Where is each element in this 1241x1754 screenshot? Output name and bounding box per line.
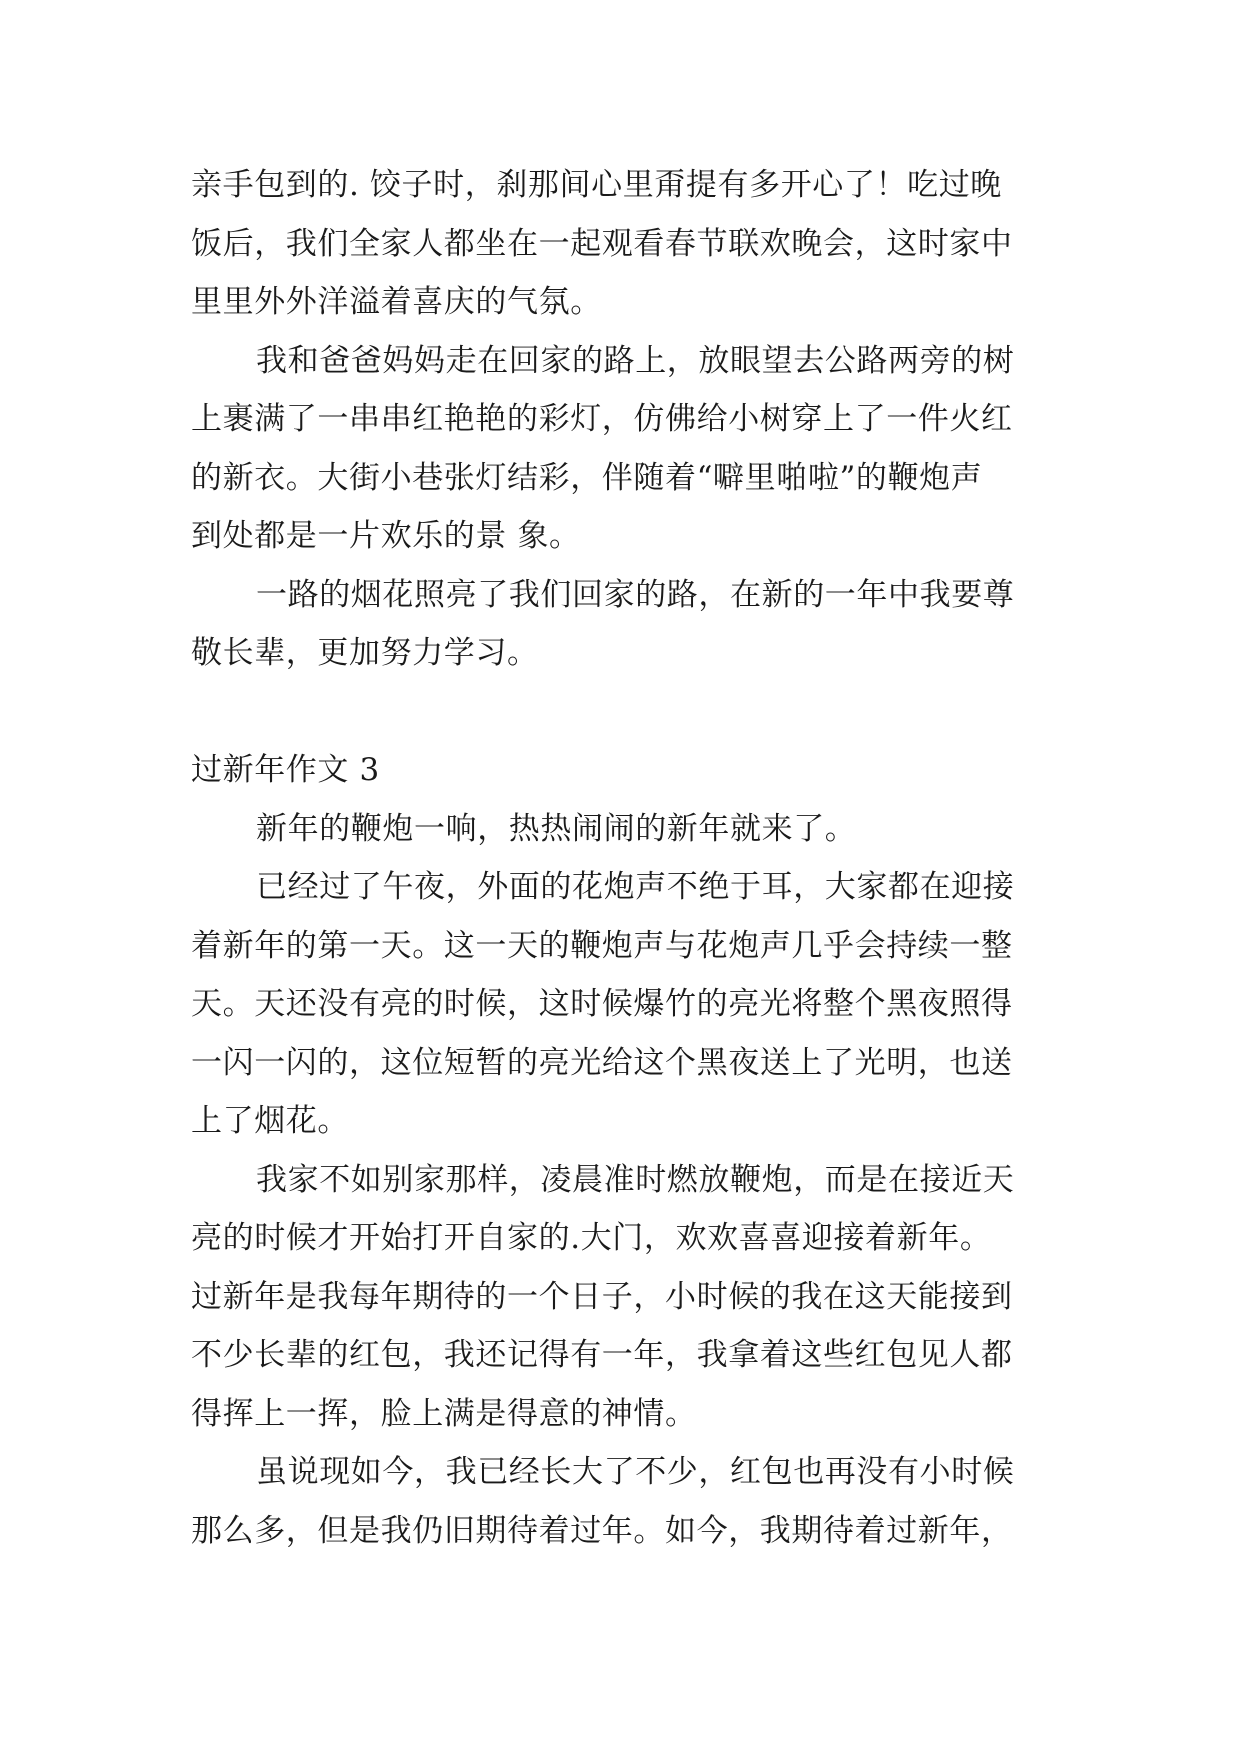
section-heading: 过新年作文 3 (191, 752, 380, 788)
text-line: 得挥上一挥，脸上满是得意的神情。 (191, 1396, 697, 1432)
text-line: 饭后，我们全家人都坐在一起观看春节联欢晚会，这时家中 (191, 226, 1013, 262)
text-line: 过新年是我每年期待的一个日子，小时候的我在这天能接到 (191, 1279, 1013, 1315)
paragraph-first-line: 我和爸爸妈妈走在回家的路上，放眼望去公路两旁的树 (256, 343, 1015, 379)
text-line: 亮的时候才开始打开自家的.大门，欢欢喜喜迎接着新年。 (191, 1220, 992, 1256)
text-line: 里里外外洋溢着喜庆的气氛。 (191, 284, 602, 320)
text-line: 亲手包到的. 饺子时，刹那间心里甭提有多开心了！吃过晚 (191, 167, 1002, 203)
text-line: 那么多，但是我仍旧期待着过年。如今，我期待着过新年， (191, 1513, 1013, 1549)
paragraph-first-line: 新年的鞭炮一响，热热闹闹的新年就来了。 (256, 811, 857, 847)
text-line: 的新衣。大街小巷张灯结彩，伴随着“噼里啪啦”的鞭炮声 (191, 460, 983, 496)
text-line: 一闪一闪的，这位短暂的亮光给这个黑夜送上了光明，也送 (191, 1045, 1013, 1081)
text-line: 不少长辈的红包，我还记得有一年，我拿着这些红包见人都 (191, 1337, 1013, 1373)
paragraph-first-line: 已经过了午夜，外面的花炮声不绝于耳，大家都在迎接 (256, 869, 1015, 905)
text-line: 敬长辈，更加努力学习。 (191, 635, 539, 671)
text-line: 着新年的第一天。这一天的鞭炮声与花炮声几乎会持续一整 (191, 928, 1013, 964)
paragraph-first-line: 我家不如别家那样，凌晨准时燃放鞭炮，而是在接近天 (256, 1162, 1015, 1198)
paragraph-first-line: 虽说现如今，我已经长大了不少，红包也再没有小时候 (256, 1454, 1015, 1490)
text-line: 上了烟花。 (191, 1103, 349, 1139)
paragraph-first-line: 一路的烟花照亮了我们回家的路，在新的一年中我要尊 (256, 577, 1015, 613)
text-line: 到处都是一片欢乐的景 象。 (191, 518, 581, 554)
text-line: 天。天还没有亮的时候，这时候爆竹的亮光将整个黑夜照得 (191, 986, 1013, 1022)
text-line: 上裹满了一串串红艳艳的彩灯，仿佛给小树穿上了一件火红 (191, 401, 1013, 437)
